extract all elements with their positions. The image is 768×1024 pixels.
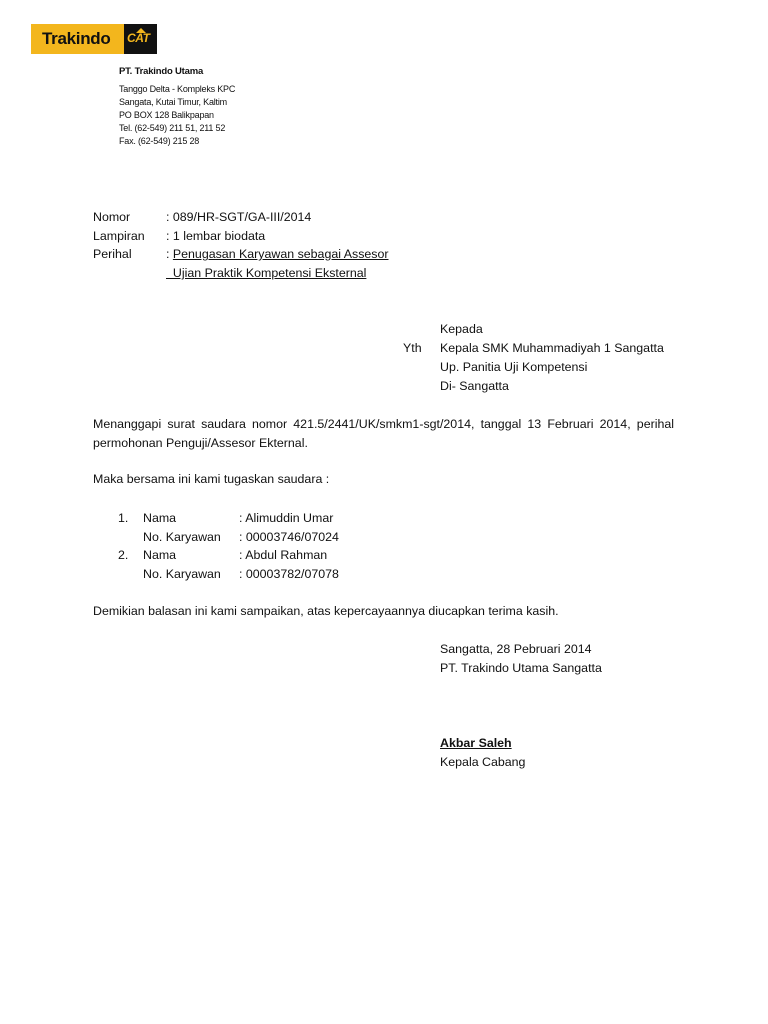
cat-logo-text: CAT: [127, 31, 150, 45]
address-line: Fax. (62-549) 215 28: [119, 136, 200, 146]
body-paragraph: Menanggapi surat saudara nomor 421.5/2441/UK/smkm1-sgt/2014, tanggal 13 Februari 2014, perihal permohonan Penguji/Assesor Ekternal.: [93, 417, 674, 450]
signature-company: PT. Trakindo Utama Sangatta: [440, 661, 602, 675]
logo-text: Trakindo: [42, 29, 111, 48]
nama-value: : Abdul Rahman: [239, 548, 328, 562]
trakindo-logo: [31, 24, 157, 54]
closing-sentence: Demikian balasan ini kami sampaikan, atas kepercayaannya diucapkan terima kasih.: [93, 604, 559, 618]
address-line: PO BOX 128 Balikpapan: [119, 110, 214, 120]
perihal-line2: Ujian Praktik Kompetensi Eksternal: [166, 266, 367, 280]
signatory-name: Akbar Saleh: [440, 736, 512, 750]
nomor-label: Nomor: [93, 210, 131, 224]
company-name: PT. Trakindo Utama: [119, 66, 204, 77]
cat-logo: [124, 24, 157, 54]
recipient-line: Up. Panitia Uji Kompetensi: [440, 360, 588, 374]
perihal-value: [166, 247, 389, 261]
no-karyawan-label: No. Karyawan: [143, 567, 221, 581]
nomor-value: : 089/HR-SGT/GA-III/2014: [166, 210, 312, 224]
recipient-line: Kepala SMK Muhammadiyah 1 Sangatta: [440, 341, 664, 355]
no-karyawan-label: No. Karyawan: [143, 530, 221, 544]
recipient-line: Di- Sangatta: [440, 379, 509, 393]
list-item-number: 1.: [118, 511, 129, 525]
perihal-colon: :: [166, 247, 173, 261]
perihal-line1: Penugasan Karyawan sebagai Assesor: [172, 247, 389, 261]
list-item-number: 2.: [118, 548, 129, 562]
perihal-label: Perihal: [93, 247, 132, 261]
kepada-label: Kepada: [440, 322, 483, 336]
address-line: Tanggo Delta - Kompleks KPC: [119, 84, 236, 94]
yth-label: Yth: [403, 341, 422, 355]
lampiran-value: : 1 lembar biodata: [166, 229, 266, 243]
signatory-title: Kepala Cabang: [440, 755, 526, 769]
body-paragraph-2: Maka bersama ini kami tugaskan saudara :: [93, 472, 330, 486]
address-line: Sangata, Kutai Timur, Kaltim: [119, 97, 227, 107]
lampiran-label: Lampiran: [93, 229, 145, 243]
nama-label: Nama: [143, 548, 177, 562]
nama-label: Nama: [143, 511, 177, 525]
address-line: Tel. (62-549) 211 51, 211 52: [119, 123, 226, 133]
no-karyawan-value: : 00003782/07078: [239, 567, 339, 581]
place-date: Sangatta, 28 Pebruari 2014: [440, 642, 592, 656]
no-karyawan-value: : 00003746/07024: [239, 530, 339, 544]
nama-value: : Alimuddin Umar: [239, 511, 334, 525]
